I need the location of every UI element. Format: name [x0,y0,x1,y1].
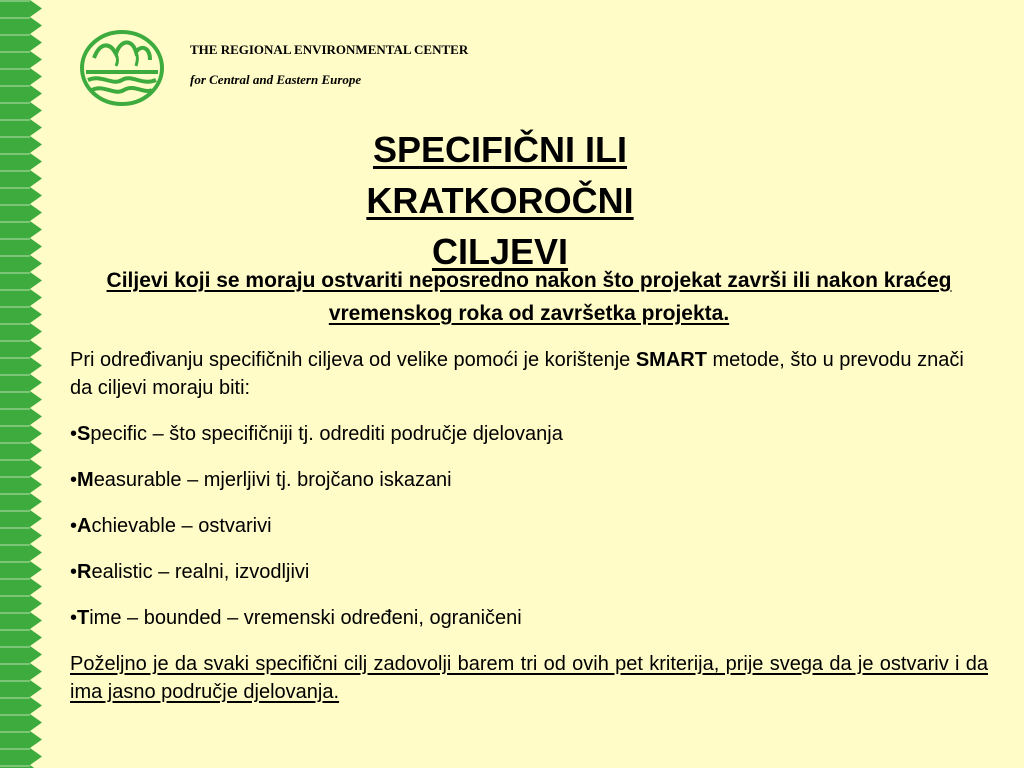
border-chevron [30,51,42,68]
border-chevron [30,391,42,408]
title-line-1: SPECIFIČNI ILI [372,129,628,170]
border-chevron [30,153,42,170]
border-chevron [30,714,42,731]
border-chevron [30,544,42,561]
border-chevron [30,221,42,238]
bullet: • [70,607,78,629]
criterion-time-bounded [70,604,988,632]
criterion-measurable [70,466,988,494]
border-chevron [30,629,42,646]
border-chevron [30,289,42,306]
border-chevron [30,238,42,255]
criterion-realistic [70,558,988,586]
criterion-text: pecific – što specifičniji tj. odrediti područje djelovanja [90,423,563,445]
border-chevron [30,459,42,476]
border-chevron [30,510,42,527]
smart-term: SMART [635,349,707,371]
criterion-achievable [70,512,988,540]
criterion-letter: A [77,515,92,537]
border-chevron [30,680,42,697]
criterion-letter: R [77,561,92,583]
bullet: • [70,561,78,583]
border-chevron [30,357,42,374]
border-chevron [30,476,42,493]
border-chevron [30,561,42,578]
border-chevron [30,102,42,119]
border-chevron [30,119,42,136]
intro-paragraph [70,346,988,402]
criterion-text: ealistic – realni, izvodljivi [91,561,310,583]
slide-body [70,346,988,706]
border-chevron [30,255,42,272]
green-chevron-border [0,0,44,768]
border-chevron [30,731,42,748]
criterion-text: chievable – ostvarivi [91,515,272,537]
border-chevron [30,748,42,765]
bullet: • [70,469,78,491]
organization-name: THE REGIONAL ENVIRONMENTAL CENTER [190,42,469,57]
criterion-specific [70,420,988,448]
bullet: • [70,423,78,445]
border-chevron [30,272,42,289]
border-chevron [30,425,42,442]
border-chevron [30,323,42,340]
border-chevron [30,442,42,459]
page-title [250,124,750,277]
border-chevron [30,663,42,680]
border-chevron [30,34,42,51]
intro-text-before: Pri određivanju specifičnih ciljeva od velike pomoći je korištenje [70,349,636,371]
definition-subtitle: Ciljevi koji se moraju ostvariti neposredno nakon što projekat završi ili nakon kraćeg vremenskog roka od završetka projekta. [106,269,952,325]
title-line-3: CILJEVI [431,231,569,272]
border-chevron [30,493,42,510]
border-chevron [30,170,42,187]
criterion-letter: S [77,423,91,445]
border-band [0,0,30,768]
border-chevron [30,578,42,595]
border-chevron [30,85,42,102]
border-chevron [30,68,42,85]
closing-paragraph: Poželjno je da svaki specifični cilj zadovolji barem tri od ovih pet kriterija, prije svega da je ostvariv i da ima jasno područje djelovanja. [70,653,988,703]
border-chevron [30,136,42,153]
criterion-letter: T [77,607,90,629]
border-chevron [30,204,42,221]
border-chevron [30,0,42,17]
rec-logo-icon [78,28,166,108]
criterion-letter: M [77,469,94,491]
border-chevron [30,408,42,425]
intro-text-after: metode, što u prevodu znači da ciljevi moraju biti: [70,349,964,399]
criterion-text: ime – bounded – vremenski određeni, ograničeni [89,607,522,629]
title-line-2: KRATKOROČNI [366,180,634,221]
border-chevron [30,187,42,204]
border-chevron [30,595,42,612]
border-chevron [30,340,42,357]
criterion-text: easurable – mjerljivi tj. brojčano iskazani [93,469,452,491]
border-chevron [30,612,42,629]
border-chevron [30,374,42,391]
border-chevron [30,697,42,714]
bullet: • [70,515,78,537]
border-chevron [30,306,42,323]
border-chevron [30,17,42,34]
border-chevron [30,646,42,663]
organization-subtitle: for Central and Eastern Europe [190,72,362,87]
border-chevron [30,527,42,544]
